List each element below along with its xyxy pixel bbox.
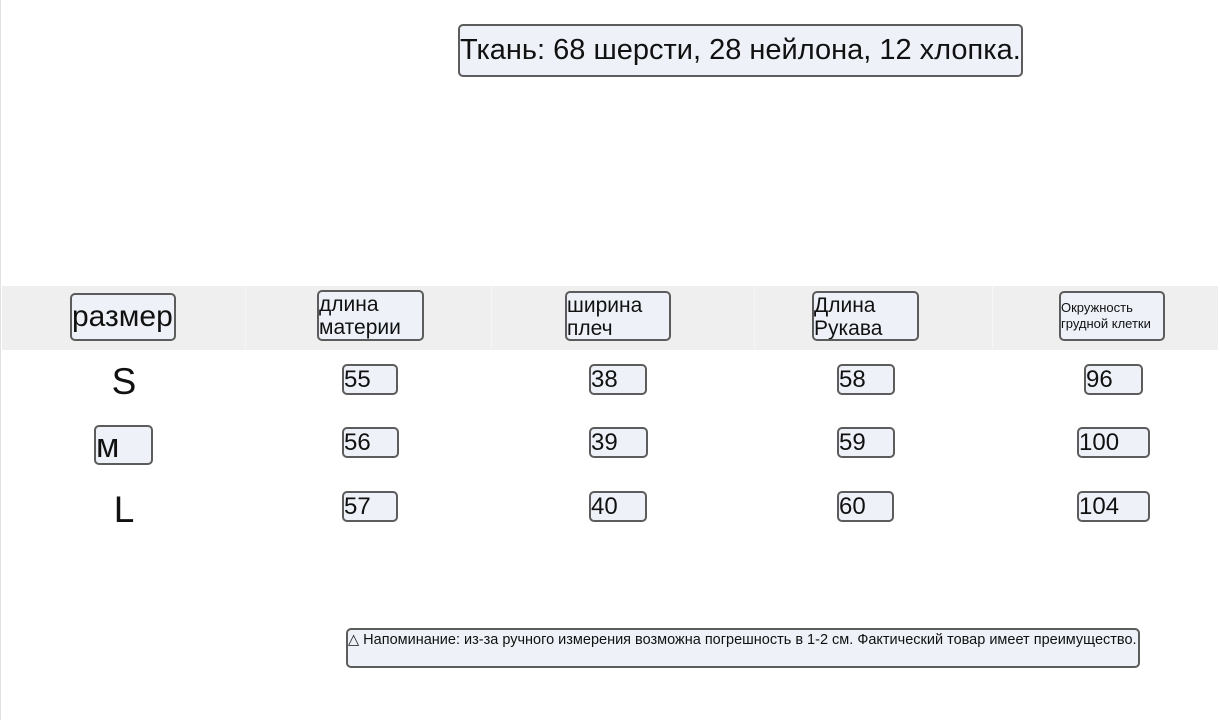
cell-sleeve: 58: [837, 364, 895, 395]
cell-length: 55: [342, 364, 398, 395]
row-size-label: S: [111, 361, 137, 402]
fabric-composition-note: Ткань: 68 шерсти, 28 нейлона, 12 хлопка.: [458, 24, 1023, 77]
cell-shoulder: 38: [589, 364, 647, 395]
measurement-reminder-note: △ Напоминание: из-за ручного измерения возможна погрешность в 1-2 см. Фактический товар имеет преимущество.: [346, 628, 1140, 668]
page-left-border: [0, 0, 1, 720]
header-divider: [992, 286, 993, 350]
header-shoulder-width: ширина плеч: [565, 291, 671, 341]
cell-shoulder: 39: [589, 427, 648, 458]
row-size-label: м: [94, 425, 153, 465]
cell-length: 56: [342, 427, 399, 458]
header-divider: [245, 286, 246, 350]
header-divider: [754, 286, 755, 350]
cell-chest: 100: [1077, 427, 1150, 458]
cell-chest: 104: [1077, 491, 1150, 522]
header-size: размер: [70, 293, 176, 341]
cell-chest: 96: [1084, 364, 1143, 395]
cell-shoulder: 40: [589, 491, 647, 522]
header-garment-length: длина материи: [317, 290, 424, 341]
cell-sleeve: 59: [837, 427, 895, 458]
cell-length: 57: [342, 491, 398, 522]
header-sleeve-length: Длина Рукава: [812, 291, 919, 341]
header-chest-circumference: Окружность грудной клетки: [1059, 291, 1165, 341]
cell-sleeve: 60: [837, 491, 894, 522]
row-size-label: L: [113, 489, 135, 530]
header-divider: [491, 286, 492, 350]
